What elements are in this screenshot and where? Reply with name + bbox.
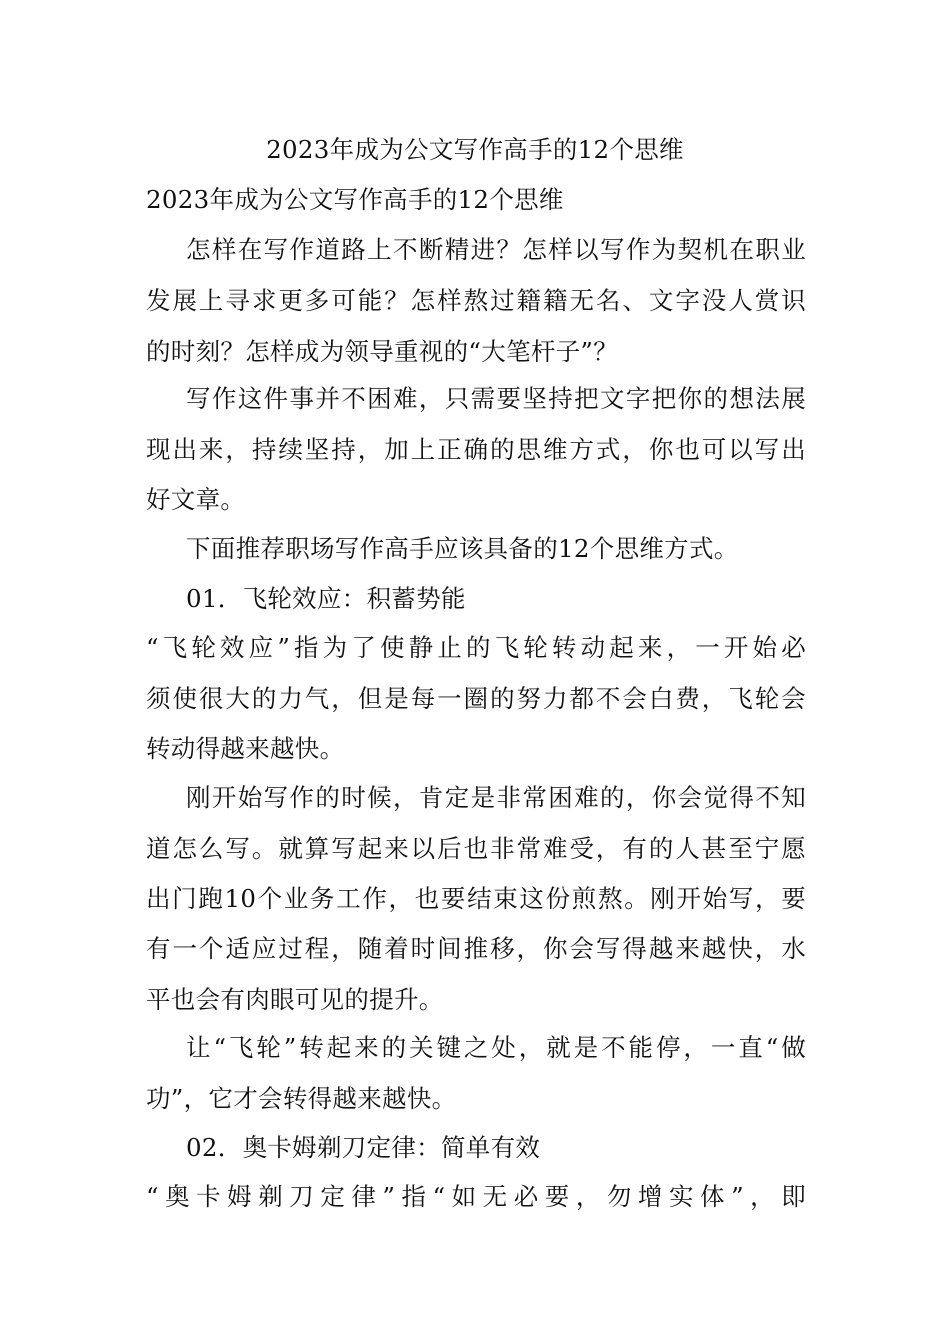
paragraph-line: 刚开始写作的时候，肯定是非常困难的，你会觉得不知: [186, 783, 806, 812]
paragraph-line: 让“飞轮”转起来的关键之处，就是不能停，一直“做: [186, 1033, 806, 1062]
paragraph-line: 的时刻？怎样成为领导重视的“大笔杆子”？: [146, 337, 619, 366]
paragraph-line: “奥卡姆剃刀定律”指“如无必要，勿增实体”，即: [146, 1182, 806, 1211]
paragraph-line: 须使很大的力气，但是每一圈的努力都不会白费，飞轮会: [146, 684, 806, 713]
paragraph-line: 写作这件事并不困难，只需要坚持把文字把你的想法展: [186, 384, 806, 413]
paragraph-line: 平也会有肉眼可见的提升。: [146, 985, 444, 1014]
paragraph-line: 功”，它才会转得越来越快。: [146, 1084, 457, 1113]
section-heading: 01．飞轮效应：积蓄势能: [186, 584, 466, 613]
paragraph-line: 转动得越来越快。: [146, 734, 345, 763]
document-title: 2023年成为公文写作高手的12个思维: [266, 135, 684, 164]
paragraph-line: “飞轮效应”指为了使静止的飞轮转动起来，一开始必: [146, 633, 806, 662]
document-subtitle: 2023年成为公文写作高手的12个思维: [146, 185, 564, 214]
paragraph-line: 发展上寻求更多可能？怎样熬过籍籍无名、文字没人赏识: [146, 286, 806, 315]
paragraph-line: 现出来，持续坚持，加上正确的思维方式，你也可以写出: [146, 435, 806, 464]
paragraph-line: 好文章。: [146, 485, 246, 514]
paragraph-line: 道怎么写。就算写起来以后也非常难受，有的人甚至宁愿: [146, 834, 806, 863]
paragraph-line: 下面推荐职场写作高手应该具备的12个思维方式。: [186, 534, 739, 563]
paragraph-line: 怎样在写作道路上不断精进？怎样以写作为契机在职业: [186, 235, 806, 264]
paragraph-line: 有一个适应过程，随着时间推移，你会写得越来越快，水: [146, 934, 806, 963]
paragraph-line: 出门跑10个业务工作，也要结束这份煎熬。刚开始写，要: [146, 884, 806, 913]
section-heading: 02．奥卡姆剃刀定律：简单有效: [186, 1133, 541, 1162]
